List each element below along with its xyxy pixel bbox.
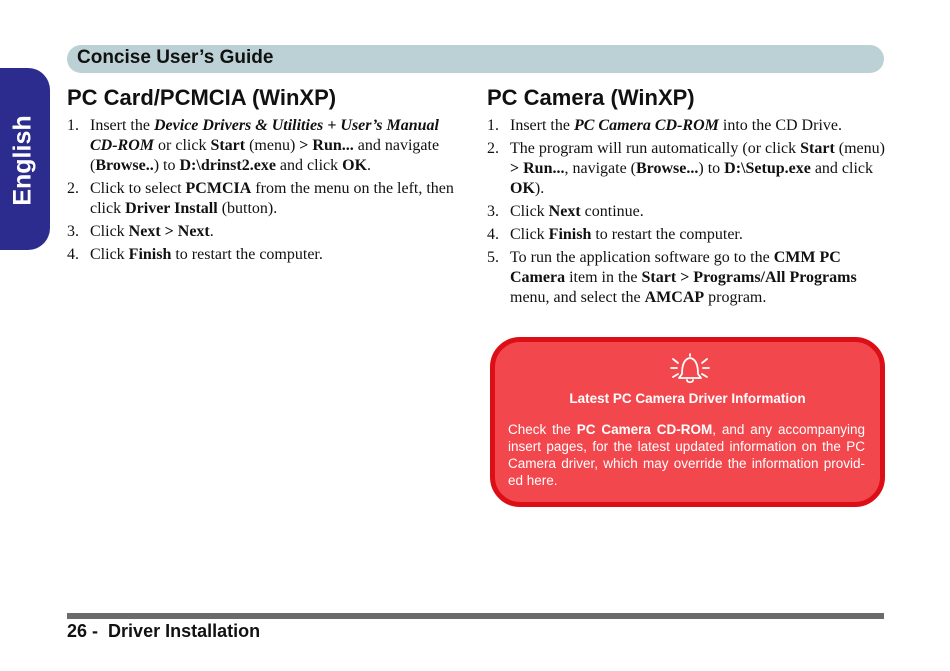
text-run: Start: [800, 140, 835, 157]
text-run: CMM PC Camera: [510, 249, 841, 286]
pcmcia-steps-list: [67, 116, 463, 265]
text-run: .: [367, 157, 372, 174]
text-run: Start: [210, 137, 246, 154]
step-number: 1.: [487, 117, 499, 134]
text-run: or click: [154, 137, 211, 154]
step-item: [67, 179, 463, 219]
text-run: (menu): [245, 137, 300, 154]
step-text: [90, 223, 214, 240]
text-run: > Run...: [299, 137, 354, 154]
text-run: menu, and select the: [510, 289, 645, 306]
step-number: 2.: [67, 180, 79, 197]
camera-heading: PC Camera (WinXP): [487, 85, 695, 110]
step-text: [510, 140, 885, 197]
text-run: OK: [342, 157, 368, 174]
text-run: program.: [704, 289, 767, 306]
step-text: [90, 246, 323, 263]
text-run: into the CD Drive.: [718, 117, 842, 134]
text-run: Browse...: [636, 160, 699, 177]
text-run: Click: [90, 223, 129, 240]
step-text: [510, 249, 857, 306]
step-item: [487, 116, 887, 136]
text-run: from the menu on the left, then click: [90, 180, 454, 217]
text-run: (button).: [217, 200, 278, 217]
text-run: item in the: [565, 269, 642, 286]
camera-section: [487, 85, 887, 311]
text-run: PC Camera CD-ROM: [576, 422, 713, 437]
text-run: Finish: [548, 226, 592, 243]
text-run: Browse..: [95, 157, 154, 174]
text-run: and navigate (: [90, 137, 440, 174]
step-number: 4.: [487, 226, 499, 243]
step-number: 3.: [67, 223, 79, 240]
step-text: [510, 226, 743, 243]
step-item: [67, 222, 463, 242]
text-run: D:\Setup.exe: [724, 160, 811, 177]
text-run: PC Camera CD-ROM: [573, 117, 719, 134]
text-run: and click: [275, 157, 343, 174]
text-run: Click: [90, 246, 129, 263]
step-text: [510, 203, 644, 220]
bell-alert-icon: [669, 351, 711, 385]
text-run: Click: [510, 226, 549, 243]
text-run: to restart the computer.: [591, 226, 743, 243]
step-number: 5.: [487, 249, 499, 266]
text-run: ) to: [153, 157, 180, 174]
language-label: English: [8, 115, 37, 206]
text-run: Finish: [128, 246, 172, 263]
step-number: 2.: [487, 140, 499, 157]
step-item: [487, 225, 887, 245]
text-run: Start > Programs/All Programs: [641, 269, 857, 286]
footer: [67, 621, 260, 642]
text-run: PCMCIA: [185, 180, 252, 197]
step-number: 1.: [67, 117, 79, 134]
step-item: [487, 202, 887, 222]
language-tab: [0, 68, 50, 250]
text-run: Click: [510, 203, 549, 220]
text-run: .: [209, 223, 214, 240]
text-run: Driver Install: [125, 200, 218, 217]
step-item: [487, 139, 887, 199]
text-run: AMCAP: [644, 289, 705, 306]
pcmcia-heading: PC Card/PCMCIA (WinXP): [67, 85, 337, 110]
text-run: (menu): [834, 140, 885, 157]
text-run: , and any accompanying insert pages, for the latest updated information on the PC Camera driver, which may override the information provid-ed here.: [508, 422, 865, 488]
footer-rule: [67, 613, 884, 619]
note-title: Latest PC Camera Driver Information: [569, 391, 806, 406]
pcmcia-section: [67, 85, 463, 268]
step-item: [67, 245, 463, 265]
note-body: [508, 421, 865, 489]
guide-title: Concise User’s Guide: [77, 47, 274, 68]
text-run: Insert the: [510, 117, 574, 134]
step-number: 4.: [67, 246, 79, 263]
text-run: Next: [548, 203, 581, 220]
step-text: [90, 117, 439, 174]
text-run: Click to select: [90, 180, 186, 197]
header-bar: [67, 45, 884, 73]
text-run: Next > Next: [128, 223, 210, 240]
text-run: , navigate (: [564, 160, 636, 177]
text-run: Check the: [508, 422, 577, 437]
page-number: 26 -: [67, 621, 99, 641]
text-run: Insert the: [90, 117, 154, 134]
text-run: and click: [810, 160, 874, 177]
text-run: to restart the computer.: [171, 246, 323, 263]
note-box: [490, 337, 885, 507]
text-run: D:\drinst2.exe: [179, 157, 276, 174]
camera-steps-list: [487, 116, 887, 308]
text-run: Device Drivers & Utilities + User’s Manual CD-ROM: [90, 117, 439, 154]
step-text: [510, 117, 842, 134]
text-run: continue.: [580, 203, 644, 220]
text-run: OK: [510, 180, 535, 197]
text-run: ).: [534, 180, 545, 197]
step-item: [487, 248, 887, 308]
text-run: To run the application software go to the: [510, 249, 774, 266]
step-text: [90, 180, 454, 217]
step-number: 3.: [487, 203, 499, 220]
text-run: The program will run automatically (or click: [510, 140, 801, 157]
text-run: ) to: [698, 160, 725, 177]
text-run: > Run...: [510, 160, 565, 177]
section-name: Driver Installation: [108, 621, 261, 641]
step-item: [67, 116, 463, 176]
